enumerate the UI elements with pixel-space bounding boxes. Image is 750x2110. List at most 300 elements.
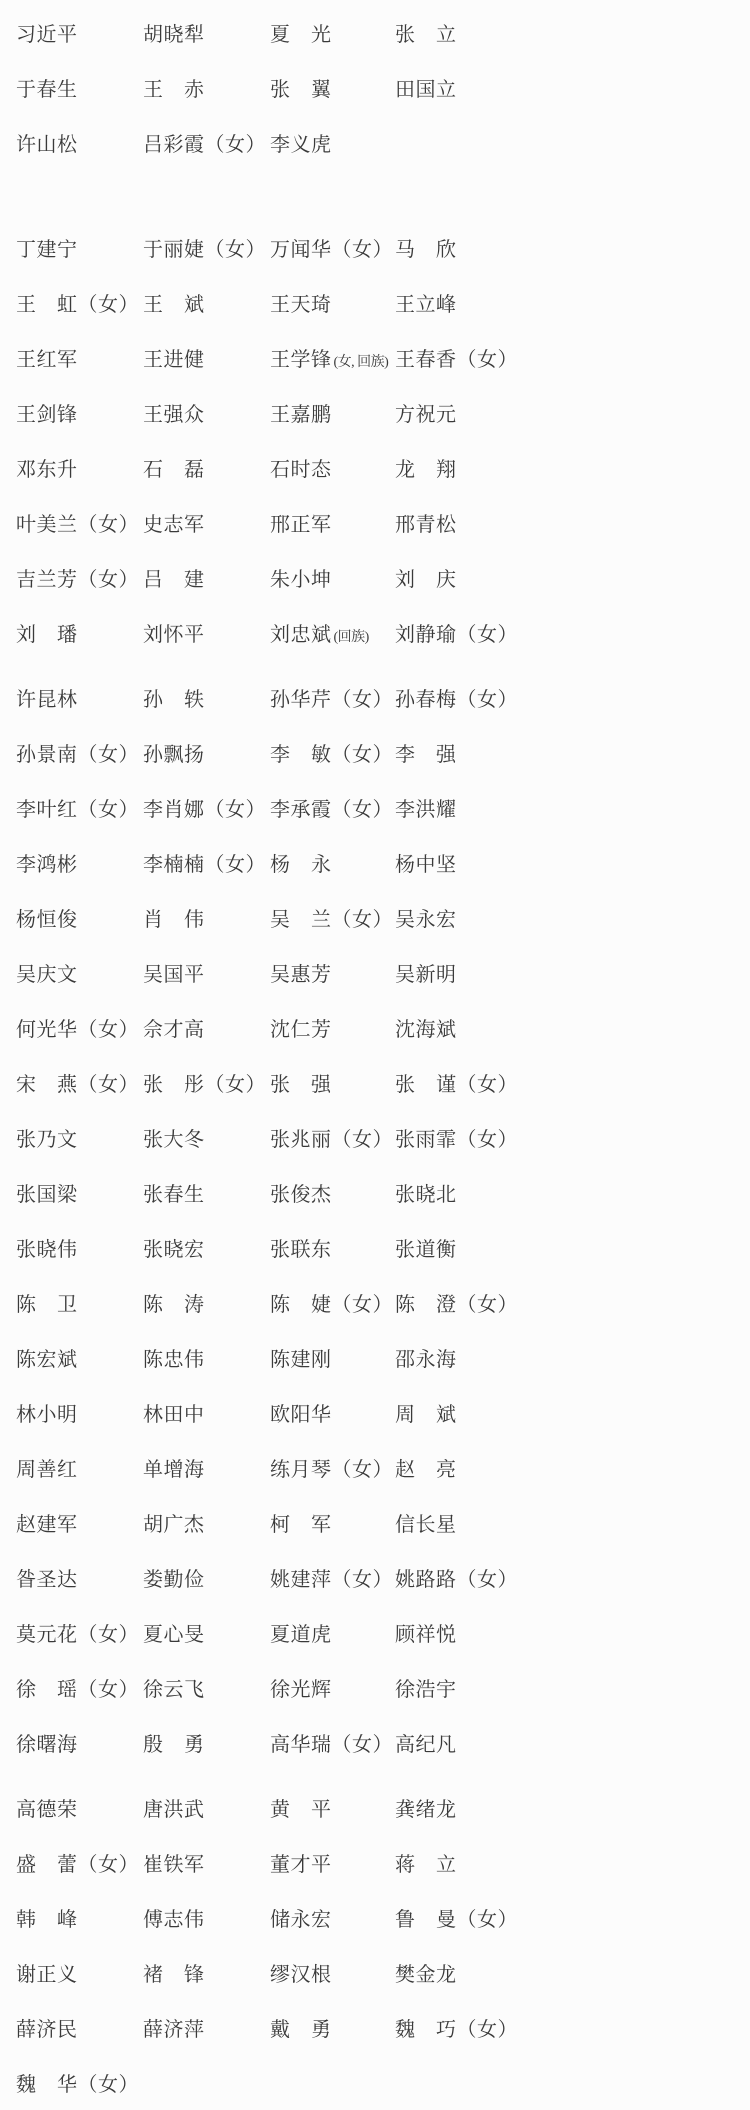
name-cell xyxy=(270,563,395,592)
name-row xyxy=(16,1945,740,2000)
name-cell xyxy=(395,1673,740,1702)
person-name: 李 强 xyxy=(395,744,457,766)
person-name: 娄勤俭 xyxy=(143,1569,205,1591)
name-cell xyxy=(143,128,270,157)
name-cell xyxy=(395,1958,740,1987)
person-name: 吕彩霞（女） xyxy=(143,134,266,156)
person-name: 张乃文 xyxy=(16,1129,78,1151)
person-name: 王 虹（女） xyxy=(16,294,139,316)
name-cell xyxy=(16,1178,143,1207)
person-name: 黄 平 xyxy=(270,1799,332,1821)
name-cell xyxy=(395,848,740,877)
name-cell xyxy=(143,1453,270,1482)
name-cell xyxy=(143,2013,270,2042)
person-name: 王 斌 xyxy=(143,294,205,316)
name-cell xyxy=(270,1343,395,1372)
name-cell xyxy=(270,738,395,767)
gender-ethnicity-note: (女, 回族) xyxy=(333,355,389,370)
name-cell xyxy=(143,1563,270,1592)
person-name: 戴 勇 xyxy=(270,2019,332,2041)
person-name: 吕 建 xyxy=(143,569,205,591)
person-name: 赵 亮 xyxy=(395,1459,457,1481)
person-name: 方祝元 xyxy=(395,404,457,426)
name-cell xyxy=(16,1453,143,1482)
name-cell xyxy=(270,233,395,262)
name-cell xyxy=(16,1563,143,1592)
name-row xyxy=(16,670,740,725)
name-cell xyxy=(270,793,395,822)
person-name: 李承霞（女） xyxy=(270,799,393,821)
person-name: 李 敏（女） xyxy=(270,744,393,766)
person-name: 张晓北 xyxy=(395,1184,457,1206)
name-cell xyxy=(143,1618,270,1647)
name-cell xyxy=(270,618,395,647)
name-row xyxy=(16,1660,740,1715)
name-group-1 xyxy=(16,5,740,170)
name-cell xyxy=(16,1848,143,1877)
name-cell xyxy=(16,1233,143,1262)
name-cell xyxy=(16,1958,143,1987)
name-cell xyxy=(143,1793,270,1822)
person-name: 王剑锋 xyxy=(16,404,78,426)
name-cell xyxy=(270,958,395,987)
name-cell xyxy=(395,683,740,712)
name-cell xyxy=(270,1233,395,1262)
person-name: 刘 庆 xyxy=(395,569,457,591)
person-name: 樊金龙 xyxy=(395,1964,457,1986)
name-row xyxy=(16,2055,740,2110)
person-name: 王红军 xyxy=(16,349,78,371)
name-cell xyxy=(16,18,143,47)
name-cell xyxy=(270,1793,395,1822)
name-cell xyxy=(270,128,395,157)
person-name: 王春香（女） xyxy=(395,349,518,371)
person-name: 林田中 xyxy=(143,1404,205,1426)
person-name: 宋 燕（女） xyxy=(16,1074,139,1096)
name-cell xyxy=(16,1508,143,1537)
person-name: 张晓伟 xyxy=(16,1239,78,1261)
person-name: 王学锋 xyxy=(270,349,332,371)
name-cell xyxy=(270,1563,395,1592)
name-cell xyxy=(143,793,270,822)
person-name: 李义虎 xyxy=(270,134,332,156)
person-name: 吴惠芳 xyxy=(270,964,332,986)
name-cell xyxy=(143,618,270,647)
person-name: 昝圣达 xyxy=(16,1569,78,1591)
name-cell xyxy=(395,1848,740,1877)
name-cell xyxy=(16,618,143,647)
name-row xyxy=(16,725,740,780)
name-cell xyxy=(143,683,270,712)
name-cell xyxy=(270,1013,395,1042)
person-name: 盛 蕾（女） xyxy=(16,1854,139,1876)
name-row xyxy=(16,5,740,60)
person-name: 褚 锋 xyxy=(143,1964,205,1986)
person-name: 佘才高 xyxy=(143,1019,205,1041)
person-name: 许山松 xyxy=(16,134,78,156)
person-name: 陈 卫 xyxy=(16,1294,78,1316)
person-name: 周善红 xyxy=(16,1459,78,1481)
person-name: 张 立 xyxy=(395,24,457,46)
name-cell xyxy=(16,288,143,317)
name-cell xyxy=(395,1178,740,1207)
person-name: 杨 永 xyxy=(270,854,332,876)
name-group-2 xyxy=(16,220,740,2110)
name-cell xyxy=(395,73,740,102)
name-cell xyxy=(270,848,395,877)
person-name: 吴 兰（女） xyxy=(270,909,393,931)
person-name: 李叶红（女） xyxy=(16,799,139,821)
name-cell xyxy=(143,343,270,372)
name-cell xyxy=(143,1673,270,1702)
person-name: 柯 军 xyxy=(270,1514,332,1536)
name-cell xyxy=(270,2013,395,2042)
person-name: 张 翼 xyxy=(270,79,332,101)
person-name: 吴永宏 xyxy=(395,909,457,931)
name-row xyxy=(16,1330,740,1385)
name-cell xyxy=(270,343,395,372)
name-cell xyxy=(270,1508,395,1537)
person-name: 姚路路（女） xyxy=(395,1569,518,1591)
person-name: 蒋 立 xyxy=(395,1854,457,1876)
person-name: 夏 光 xyxy=(270,24,332,46)
person-name: 马 欣 xyxy=(395,239,457,261)
person-name: 董才平 xyxy=(270,1854,332,1876)
name-cell xyxy=(143,1233,270,1262)
person-name: 徐浩宇 xyxy=(395,1679,457,1701)
person-name: 李肖娜（女） xyxy=(143,799,266,821)
name-row xyxy=(16,605,740,660)
name-cell xyxy=(16,958,143,987)
name-row xyxy=(16,60,740,115)
person-name: 崔铁军 xyxy=(143,1854,205,1876)
name-cell xyxy=(395,508,740,537)
name-cell xyxy=(270,1288,395,1317)
person-name: 胡广杰 xyxy=(143,1514,205,1536)
person-name: 徐光辉 xyxy=(270,1679,332,1701)
person-name: 傅志伟 xyxy=(143,1909,205,1931)
person-name: 信长星 xyxy=(395,1514,457,1536)
name-cell xyxy=(270,1398,395,1427)
name-row xyxy=(16,1220,740,1275)
person-name: 叶美兰（女） xyxy=(16,514,139,536)
name-cell xyxy=(395,1793,740,1822)
person-name: 石时态 xyxy=(270,459,332,481)
person-name: 刘静瑜（女） xyxy=(395,624,518,646)
person-name: 陈 婕（女） xyxy=(270,1294,393,1316)
name-cell xyxy=(270,73,395,102)
person-name: 张 彤（女） xyxy=(143,1074,266,1096)
name-row xyxy=(16,1550,740,1605)
name-row xyxy=(16,1055,740,1110)
name-cell xyxy=(143,848,270,877)
name-cell xyxy=(16,398,143,427)
person-name: 唐洪武 xyxy=(143,1799,205,1821)
name-cell xyxy=(143,1728,270,1757)
person-name: 习近平 xyxy=(16,24,78,46)
name-cell xyxy=(143,288,270,317)
person-name: 万闻华（女） xyxy=(270,239,393,261)
name-cell xyxy=(395,1563,740,1592)
name-row xyxy=(16,945,740,1000)
name-cell xyxy=(270,1178,395,1207)
name-cell xyxy=(270,1728,395,1757)
name-list xyxy=(16,5,740,2110)
person-name: 徐 瑶（女） xyxy=(16,1679,139,1701)
person-name: 沈仁芳 xyxy=(270,1019,332,1041)
person-name: 李楠楠（女） xyxy=(143,854,266,876)
name-cell xyxy=(16,1398,143,1427)
name-cell xyxy=(143,453,270,482)
name-cell xyxy=(395,1618,740,1647)
name-row xyxy=(16,220,740,275)
person-name: 吴新明 xyxy=(395,964,457,986)
person-name: 何光华（女） xyxy=(16,1019,139,1041)
person-name: 高德荣 xyxy=(16,1799,78,1821)
person-name: 邓东升 xyxy=(16,459,78,481)
name-cell xyxy=(16,233,143,262)
name-row xyxy=(16,330,740,385)
name-cell xyxy=(143,1508,270,1537)
name-cell xyxy=(395,1343,740,1372)
person-name: 徐云飞 xyxy=(143,1679,205,1701)
name-cell xyxy=(143,958,270,987)
name-cell xyxy=(395,1453,740,1482)
name-cell xyxy=(16,128,143,157)
person-name: 于春生 xyxy=(16,79,78,101)
person-name: 鲁 曼（女） xyxy=(395,1909,518,1931)
name-cell xyxy=(270,1848,395,1877)
person-name: 陈 涛 xyxy=(143,1294,205,1316)
person-name: 王进健 xyxy=(143,349,205,371)
name-cell xyxy=(270,508,395,537)
person-name: 刘忠斌 xyxy=(270,624,332,646)
name-row xyxy=(16,1440,740,1495)
name-cell xyxy=(16,1343,143,1372)
name-cell xyxy=(270,1123,395,1152)
person-name: 陈宏斌 xyxy=(16,1349,78,1371)
person-name: 刘怀平 xyxy=(143,624,205,646)
person-name: 邢正军 xyxy=(270,514,332,536)
name-cell xyxy=(395,1398,740,1427)
person-name: 王 赤 xyxy=(143,79,205,101)
name-cell xyxy=(143,1288,270,1317)
person-name: 林小明 xyxy=(16,1404,78,1426)
person-name: 缪汉根 xyxy=(270,1964,332,1986)
name-cell xyxy=(16,343,143,372)
name-cell xyxy=(395,1123,740,1152)
name-cell xyxy=(395,958,740,987)
person-name: 许昆林 xyxy=(16,689,78,711)
name-cell xyxy=(143,1848,270,1877)
name-cell xyxy=(270,1618,395,1647)
name-row xyxy=(16,2000,740,2055)
name-row xyxy=(16,1110,740,1165)
name-cell xyxy=(270,1673,395,1702)
person-name: 孙 轶 xyxy=(143,689,205,711)
person-name: 魏 华（女） xyxy=(16,2074,139,2096)
name-cell xyxy=(16,1068,143,1097)
name-row xyxy=(16,385,740,440)
person-name: 张 谨（女） xyxy=(395,1074,518,1096)
name-cell xyxy=(16,2013,143,2042)
name-row xyxy=(16,1495,740,1550)
person-name: 王天琦 xyxy=(270,294,332,316)
person-name: 孙景南（女） xyxy=(16,744,139,766)
name-row xyxy=(16,440,740,495)
person-name: 姚建萍（女） xyxy=(270,1569,393,1591)
name-cell xyxy=(143,73,270,102)
name-cell xyxy=(16,1013,143,1042)
name-cell xyxy=(16,738,143,767)
person-name: 孙春梅（女） xyxy=(395,689,518,711)
person-name: 于丽婕（女） xyxy=(143,239,266,261)
person-name: 张 强 xyxy=(270,1074,332,1096)
name-cell xyxy=(395,903,740,932)
name-cell xyxy=(143,508,270,537)
person-name: 肖 伟 xyxy=(143,909,205,931)
person-name: 韩 峰 xyxy=(16,1909,78,1931)
name-row xyxy=(16,1715,740,1770)
name-cell xyxy=(395,1728,740,1757)
person-name: 徐曙海 xyxy=(16,1734,78,1756)
name-cell xyxy=(395,1013,740,1042)
name-cell xyxy=(270,398,395,427)
person-name: 张联东 xyxy=(270,1239,332,1261)
person-name: 顾祥悦 xyxy=(395,1624,457,1646)
name-cell xyxy=(395,793,740,822)
person-name: 张兆丽（女） xyxy=(270,1129,393,1151)
person-name: 李鸿彬 xyxy=(16,854,78,876)
person-name: 莫元花（女） xyxy=(16,1624,139,1646)
person-name: 吉兰芳（女） xyxy=(16,569,139,591)
person-name: 陈忠伟 xyxy=(143,1349,205,1371)
name-row xyxy=(16,890,740,945)
name-cell xyxy=(16,848,143,877)
person-name: 孙飘扬 xyxy=(143,744,205,766)
name-row xyxy=(16,1385,740,1440)
person-name: 吴国平 xyxy=(143,964,205,986)
name-cell xyxy=(143,233,270,262)
name-cell xyxy=(16,683,143,712)
name-cell xyxy=(270,683,395,712)
person-name: 陈 澄（女） xyxy=(395,1294,518,1316)
name-row xyxy=(16,495,740,550)
person-name: 王强众 xyxy=(143,404,205,426)
name-cell xyxy=(16,508,143,537)
name-cell xyxy=(16,1728,143,1757)
name-row xyxy=(16,1780,740,1835)
name-cell xyxy=(395,1903,740,1932)
person-name: 魏 巧（女） xyxy=(395,2019,518,2041)
name-row xyxy=(16,1835,740,1890)
name-cell xyxy=(16,1123,143,1152)
name-cell xyxy=(143,1958,270,1987)
name-cell xyxy=(16,1288,143,1317)
name-cell xyxy=(16,2068,143,2097)
person-name: 张雨霏（女） xyxy=(395,1129,518,1151)
name-cell xyxy=(270,903,395,932)
name-cell xyxy=(395,1508,740,1537)
name-cell xyxy=(143,1343,270,1372)
person-name: 储永宏 xyxy=(270,1909,332,1931)
person-name: 王嘉鹏 xyxy=(270,404,332,426)
name-cell xyxy=(143,1013,270,1042)
name-row xyxy=(16,275,740,330)
person-name: 李洪耀 xyxy=(395,799,457,821)
name-cell xyxy=(16,1793,143,1822)
person-name: 高华瑞（女） xyxy=(270,1734,393,1756)
person-name: 史志军 xyxy=(143,514,205,536)
person-name: 邵永海 xyxy=(395,1349,457,1371)
person-name: 邢青松 xyxy=(395,514,457,536)
person-name: 孙华芹（女） xyxy=(270,689,393,711)
name-cell xyxy=(16,453,143,482)
name-cell xyxy=(143,18,270,47)
name-cell xyxy=(395,1233,740,1262)
name-cell xyxy=(143,563,270,592)
name-cell xyxy=(16,1673,143,1702)
person-name: 田国立 xyxy=(395,79,457,101)
name-row xyxy=(16,1275,740,1330)
person-name: 薛济萍 xyxy=(143,2019,205,2041)
name-cell xyxy=(16,793,143,822)
name-cell xyxy=(143,1178,270,1207)
name-cell xyxy=(143,1123,270,1152)
name-cell xyxy=(395,618,740,647)
name-cell xyxy=(16,73,143,102)
person-name: 周 斌 xyxy=(395,1404,457,1426)
name-row xyxy=(16,1165,740,1220)
person-name: 张晓宏 xyxy=(143,1239,205,1261)
person-name: 薛济民 xyxy=(16,2019,78,2041)
person-name: 欧阳华 xyxy=(270,1404,332,1426)
name-cell xyxy=(270,288,395,317)
name-cell xyxy=(395,288,740,317)
person-name: 石 磊 xyxy=(143,459,205,481)
person-name: 龚绪龙 xyxy=(395,1799,457,1821)
name-cell xyxy=(395,738,740,767)
person-name: 张春生 xyxy=(143,1184,205,1206)
person-name: 王立峰 xyxy=(395,294,457,316)
name-row xyxy=(16,780,740,835)
name-cell xyxy=(395,453,740,482)
name-cell xyxy=(16,1903,143,1932)
name-row xyxy=(16,1000,740,1055)
person-name: 张国梁 xyxy=(16,1184,78,1206)
person-name: 练月琴（女） xyxy=(270,1459,393,1481)
name-row xyxy=(16,550,740,605)
person-name: 谢正义 xyxy=(16,1964,78,1986)
person-name: 杨中坚 xyxy=(395,854,457,876)
person-name: 杨恒俊 xyxy=(16,909,78,931)
name-cell xyxy=(270,1958,395,1987)
name-cell xyxy=(270,1903,395,1932)
gender-ethnicity-note: (回族) xyxy=(333,630,369,645)
person-name: 刘 璠 xyxy=(16,624,78,646)
person-name: 沈海斌 xyxy=(395,1019,457,1041)
name-cell xyxy=(143,398,270,427)
person-name: 夏道虎 xyxy=(270,1624,332,1646)
name-cell xyxy=(143,738,270,767)
name-row xyxy=(16,115,740,170)
name-cell xyxy=(270,1068,395,1097)
name-cell xyxy=(395,1288,740,1317)
name-row xyxy=(16,1605,740,1660)
name-cell xyxy=(395,18,740,47)
name-cell xyxy=(143,1903,270,1932)
name-cell xyxy=(395,343,740,372)
